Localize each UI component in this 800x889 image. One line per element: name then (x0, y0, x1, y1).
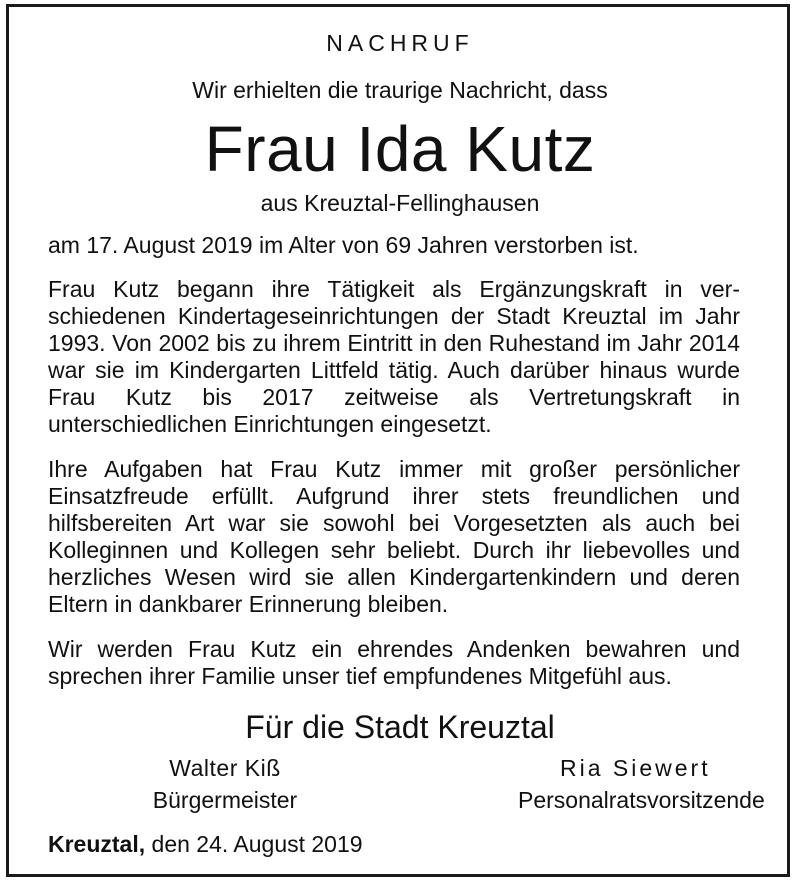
signer-mayor (0, 752, 450, 816)
signer-name: Walter Kiß (169, 755, 281, 781)
death-line: am 17. August 2019 im Alter von 69 Jahren verstorben ist. (48, 232, 639, 258)
signers (0, 752, 800, 816)
paragraph-career: Frau Kutz begann ihre Tätigkeit als Ergänzungskraft in verschiedenen Kindertageseinrichtungen der Stadt Kreuztal im Jahr 1993. Von 2002 bis zu ihrem Eintritt in den Ruhestand im Jahr 2014 war sie im Kindergarten Littfeld tätig. Auch darüber hinaus wurde Frau Kutz bis 2017 zeitweise als Vertretungskraft in unterschiedlichen Einrichtungen eingesetzt. (48, 276, 740, 437)
signoff: Für die Stadt Kreuztal (245, 709, 555, 745)
dateline-place: Kreuztal, (48, 831, 146, 857)
dateline (48, 831, 363, 858)
paragraph-condolence: Wir werden Frau Kutz ein ehrendes Andenken bewahren und sprechen ihrer Familie unser tief empfundenes Mitgefühl aus. (48, 636, 740, 689)
notice-heading: NACHRUF (326, 30, 474, 56)
dateline-date: den 24. August 2019 (151, 831, 363, 857)
signer-role: Personalratsvorsitzende (518, 787, 765, 813)
intro-line: Wir erhielten die traurige Nachricht, dass (192, 77, 608, 103)
paragraph-tribute: Ihre Aufgaben hat Frau Kutz immer mit großer persönlicher Einsatzfreude erfüllt. Aufgrund ihrer stets freundlichen und hilfsbereiten Art war sie sowohl bei Vorgesetzten als auch bei Kolleginnen und Kollegen sehr beliebt. Durch ihr liebevolles und herzliches Wesen wird sie allen Kindergartenkindern und deren Eltern in dankbarer Erinnerung bleiben. (48, 456, 740, 617)
signer-role: Bürgermeister (152, 787, 298, 813)
deceased-name: Frau Ida Kutz (204, 113, 596, 185)
signer-council (450, 752, 800, 816)
signer-name: Ria Siewert (560, 755, 711, 781)
origin-line: aus Kreuztal-Fellinghausen (260, 190, 540, 216)
